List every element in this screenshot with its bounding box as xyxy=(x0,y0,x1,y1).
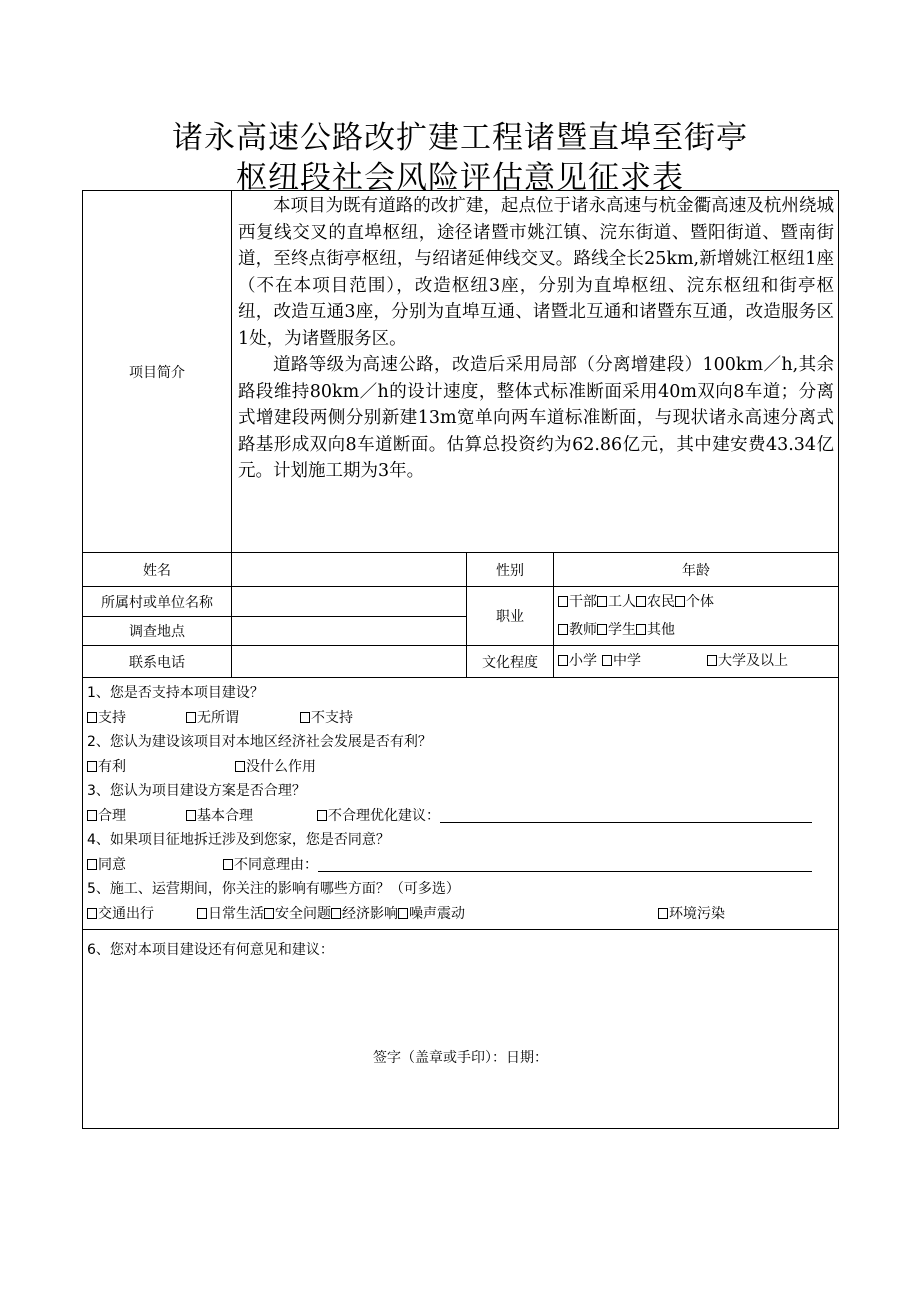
checkbox-q2-no-effect[interactable] xyxy=(235,761,245,772)
form-title-line-1: 诸永高速公路改扩建工程诸暨直埠至街亭 xyxy=(172,120,748,156)
project-intro-paragraph-2: 道路等级为高速公路，改造后采用局部（分离增建段）100km／h,其余路段维持80km／h的设计速度，整体式标准断面采用40m双向8车道；分离式增建段两侧分别新建13m宽单向两车道标准断面，与现状诸永高速分离式路基形成双向8车道断面。估算总投资约为62.86亿元，其中建安费43.34亿元。计划施工期为3年。 xyxy=(238,355,834,481)
occupation-options xyxy=(554,587,839,646)
q5-noise-label: 噪声震动 xyxy=(409,905,465,922)
checkbox-college[interactable] xyxy=(707,655,717,666)
unit-label: 所属村或单位名称 xyxy=(83,587,232,617)
checkbox-worker[interactable] xyxy=(597,596,607,607)
option-college-label: 大学及以上 xyxy=(718,653,788,670)
checkbox-self-employed[interactable] xyxy=(675,596,685,607)
checkbox-q5-traffic[interactable] xyxy=(87,908,97,919)
q5-daily-life-label: 日常生活 xyxy=(208,905,264,922)
question-2-options xyxy=(87,755,834,780)
question-1-options xyxy=(87,706,834,731)
question-3-options xyxy=(87,804,834,829)
checkbox-q5-daily-life[interactable] xyxy=(197,908,207,919)
question-6-text: 6、您对本项目建设还有何意见和建议： xyxy=(87,942,334,958)
option-middle-label: 中学 xyxy=(613,653,641,670)
project-intro-row xyxy=(83,191,839,553)
unit-input-cell[interactable] xyxy=(232,587,467,617)
q4-disagree-label: 不同意理由： xyxy=(234,856,318,873)
question-2-text: 2、您认为建设该项目对本地区经济社会发展是否有利？ xyxy=(87,734,432,750)
q2-no-effect-label: 没什么作用 xyxy=(246,758,316,775)
checkbox-q1-support[interactable] xyxy=(87,712,97,723)
checkbox-cadre[interactable] xyxy=(558,596,568,607)
q5-safety-label: 安全问题 xyxy=(275,905,331,922)
phone-label: 联系电话 xyxy=(83,646,232,678)
checkbox-teacher[interactable] xyxy=(558,624,568,635)
suggestions-block[interactable] xyxy=(83,930,839,1129)
question-1-text: 1、您是否支持本项目建设？ xyxy=(87,685,264,701)
age-label: 年龄 xyxy=(554,553,839,587)
option-self-employed-label: 个体 xyxy=(686,594,714,610)
gender-label: 性别 xyxy=(467,553,554,587)
education-options xyxy=(554,646,839,678)
checkbox-q3-basically[interactable] xyxy=(186,810,196,821)
q3-reasonable-label: 合理 xyxy=(98,807,126,824)
option-worker-label: 工人 xyxy=(608,594,636,610)
checkbox-farmer[interactable] xyxy=(636,596,646,607)
option-other-label: 其他 xyxy=(647,622,675,638)
q3-basically-label: 基本合理 xyxy=(197,807,253,824)
option-cadre-label: 干部 xyxy=(569,594,597,610)
location-label: 调查地点 xyxy=(83,617,232,646)
location-input-cell[interactable] xyxy=(232,617,467,646)
checkbox-other[interactable] xyxy=(636,624,646,635)
checkbox-q5-noise[interactable] xyxy=(398,908,408,919)
q1-indifferent-label: 无所谓 xyxy=(197,709,239,726)
survey-form-table xyxy=(82,190,839,1129)
checkbox-q3-reasonable[interactable] xyxy=(87,810,97,821)
education-label: 文化程度 xyxy=(467,646,554,678)
checkbox-q2-beneficial[interactable] xyxy=(87,761,97,772)
checkbox-q5-safety[interactable] xyxy=(264,908,274,919)
question-5-text: 5、施工、运营期间，你关注的影响有哪些方面？（可多选） xyxy=(87,881,460,897)
project-intro-content xyxy=(232,191,839,553)
q5-economic-label: 经济影响 xyxy=(342,905,398,922)
q3-suggestion-line[interactable] xyxy=(440,806,812,823)
question-4-options xyxy=(87,853,834,878)
q3-unreasonable-label: 不合理优化建议： xyxy=(328,807,440,824)
q1-support-label: 支持 xyxy=(98,709,126,726)
q4-reason-line[interactable] xyxy=(318,855,812,872)
name-label: 姓名 xyxy=(83,553,232,587)
option-primary-label: 小学 xyxy=(569,653,597,670)
checkbox-q3-unreasonable[interactable] xyxy=(317,810,327,821)
checkbox-q4-disagree[interactable] xyxy=(223,859,233,870)
occupation-options-row-2 xyxy=(554,616,838,644)
project-intro-paragraph-1: 本项目为既有道路的改扩建，起点位于诸永高速与杭金衢高速及杭州绕城西复线交叉的直埠枢纽，途径诸暨市姚江镇、浣东街道、暨阳街道、暨南街道，至终点街亭枢纽，与绍诸延伸线交叉。路线全长25km,新增姚江枢纽1座（不在本项目范围），改造枢纽3座，分别为直埠枢纽、浣东枢纽和街亭枢纽，改造互通3座，分别为直埠互通、诸暨北互通和诸暨东互通，改造服务区1处，为诸暨服务区。 xyxy=(238,196,834,349)
checkbox-q1-indifferent[interactable] xyxy=(186,712,196,723)
checkbox-q5-economic[interactable] xyxy=(331,908,341,919)
checkbox-q4-agree[interactable] xyxy=(87,859,97,870)
checkbox-student[interactable] xyxy=(597,624,607,635)
q5-traffic-label: 交通出行 xyxy=(98,905,154,922)
signature-date-line: 签字（盖章或手印）：日期： xyxy=(373,1049,548,1066)
questions-block xyxy=(83,678,839,930)
name-input-cell[interactable] xyxy=(232,553,467,587)
checkbox-q1-oppose[interactable] xyxy=(300,712,310,723)
checkbox-primary[interactable] xyxy=(558,655,568,666)
q4-agree-label: 同意 xyxy=(98,856,126,873)
project-intro-label: 项目简介 xyxy=(83,191,232,553)
phone-input-cell[interactable] xyxy=(232,646,467,678)
q2-beneficial-label: 有利 xyxy=(98,758,126,775)
question-3-text: 3、您认为项目建设方案是否合理？ xyxy=(87,783,306,799)
option-teacher-label: 教师 xyxy=(569,622,597,638)
option-farmer-label: 农民 xyxy=(647,594,675,610)
q1-oppose-label: 不支持 xyxy=(311,709,353,726)
checkbox-middle[interactable] xyxy=(602,655,612,666)
question-4-text: 4、如果项目征地拆迁涉及到您家，您是否同意？ xyxy=(87,832,390,848)
form-title-line-2: 枢纽段社会风险评估意见征求表 xyxy=(236,160,684,196)
occupation-label: 职业 xyxy=(467,587,554,646)
option-student-label: 学生 xyxy=(608,622,636,638)
checkbox-q5-environment[interactable] xyxy=(658,908,668,919)
education-options-line xyxy=(558,649,838,674)
q5-environment-label: 环境污染 xyxy=(669,905,725,922)
question-5-options xyxy=(87,902,834,927)
occupation-options-row-1 xyxy=(554,588,838,616)
